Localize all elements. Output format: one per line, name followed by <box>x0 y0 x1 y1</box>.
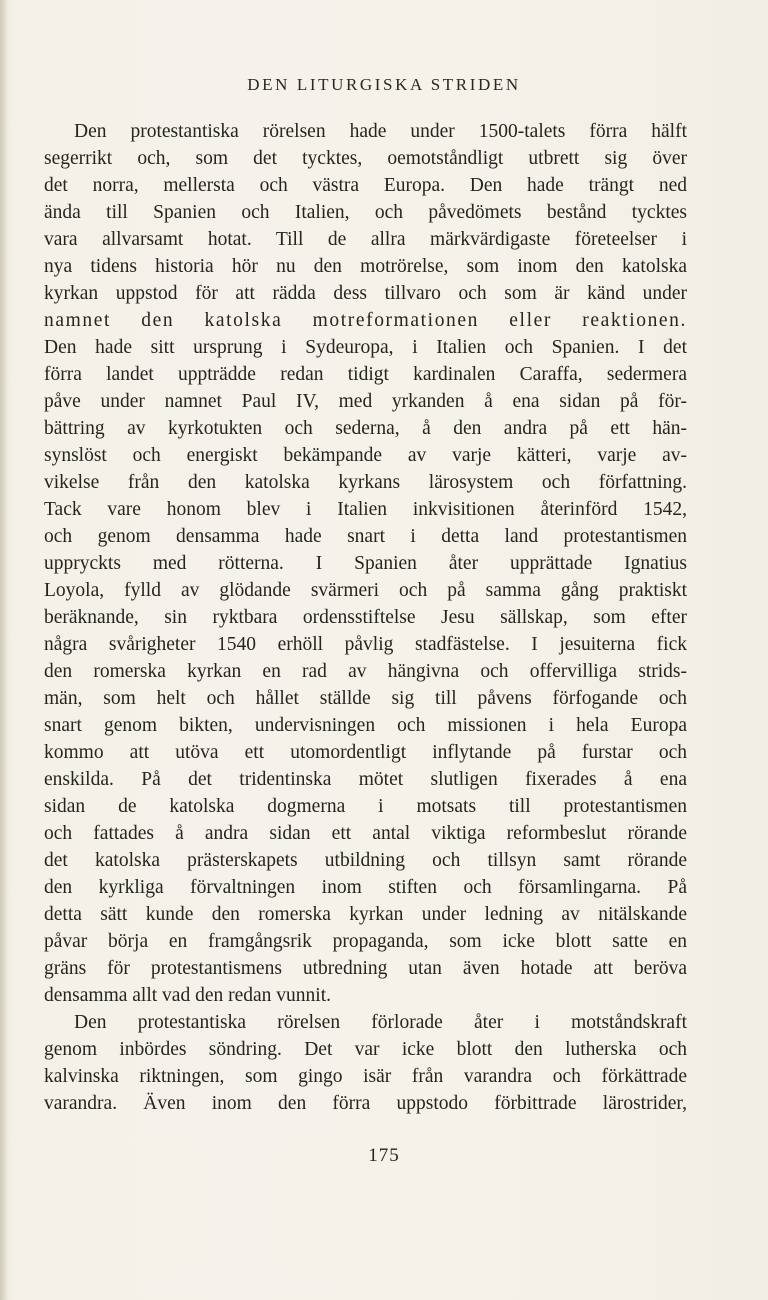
text-line: bättring av kyrkotukten och sederna, å den andra på ett hän- <box>44 418 687 439</box>
text-line: uppryckts med rötterna. I Spanien åter upprättade Ignatius <box>44 553 687 574</box>
text-line: och genom densamma hade snart i detta land protestantismen <box>44 526 687 547</box>
text-line: gräns för protestantismens utbredning utan även hotade att beröva <box>44 958 687 979</box>
text-line: och fattades å andra sidan ett antal viktiga reformbeslut rörande <box>44 823 687 844</box>
text-line: genom inbördes söndring. Det var icke blott den lutherska och <box>44 1039 687 1060</box>
text-line: beräknande, sin ryktbara ordensstiftelse Jesu sällskap, som efter <box>44 607 687 628</box>
text-line: ända till Spanien och Italien, och påvedömets bestånd tycktes <box>44 202 687 223</box>
text-line: nya tidens historia hör nu den motrörelse, som inom den katolska <box>44 256 687 277</box>
text-line: kyrkan uppstod för att rädda dess tillvaro och som är känd under <box>44 283 687 304</box>
text-line: det norra, mellersta och västra Europa. Den hade trängt ned <box>44 175 687 196</box>
text-line: Den hade sitt ursprung i Sydeuropa, i Italien och Spanien. I det <box>44 337 687 358</box>
text-line: Den protestantiska rörelsen hade under 1500-talets förra hälft <box>74 121 687 142</box>
text-line: det katolska prästerskapets utbildning och tillsyn samt rörande <box>44 850 687 871</box>
text-line: detta sätt kunde den romerska kyrkan under ledning av nitälskande <box>44 904 687 925</box>
text-line: segerrikt och, som det tycktes, oemotståndligt utbrett sig över <box>44 148 687 169</box>
running-head: DEN LITURGISKA STRIDEN <box>247 75 521 94</box>
text-line: densamma allt vad den redan vunnit. <box>44 985 331 1006</box>
paragraph-1 <box>44 118 687 1009</box>
text-line: vikelse från den katolska kyrkans lärosystem och författning. <box>44 472 687 493</box>
text-line: den romerska kyrkan en rad av hängivna och offervilliga strids- <box>44 661 687 682</box>
page-number: 175 <box>368 1145 400 1166</box>
page-gutter-shadow <box>0 0 8 1300</box>
text-line: snart genom bikten, undervisningen och missionen i hela Europa <box>44 715 687 736</box>
text-line: några svårigheter 1540 erhöll påvlig stadfästelse. I jesuiterna fick <box>44 634 687 655</box>
text-line: Tack vare honom blev i Italien inkvisitionen återinförd 1542, <box>44 499 687 520</box>
text-line: påve under namnet Paul IV, med yrkanden å ena sidan på för- <box>44 391 687 412</box>
text-line: synslöst och energiskt bekämpande av varje kätteri, varje av- <box>44 445 687 466</box>
text-line: enskilda. På det tridentinska mötet slutligen fixerades å ena <box>44 769 687 790</box>
text-line: vara allvarsamt hotat. Till de allra märkvärdigaste företeelser i <box>44 229 687 250</box>
text-line: påvar börja en framgångsrik propaganda, som icke blott satte en <box>44 931 687 952</box>
text-line: sidan de katolska dogmerna i motsats till protestantismen <box>44 796 687 817</box>
text-line: kommo att utöva ett utomordentligt inflytande på furstar och <box>44 742 687 763</box>
text-line: kalvinska riktningen, som gingo isär från varandra och förkättrade <box>44 1066 687 1087</box>
text-line: den kyrkliga förvaltningen inom stiften och församlingarna. På <box>44 877 687 898</box>
paragraph-2 <box>44 1009 687 1117</box>
text-line: män, som helt och hållet ställde sig till påvens förfogande och <box>44 688 687 709</box>
text-line: Den protestantiska rörelsen förlorade åter i motståndskraft <box>74 1012 687 1033</box>
text-line: Loyola, fylld av glödande svärmeri och på samma gång praktiskt <box>44 580 687 601</box>
text-line: namnet den katolska motreformationen eller reaktionen. <box>44 310 687 331</box>
text-line: förra landet uppträdde redan tidigt kardinalen Caraffa, sedermera <box>44 364 687 385</box>
body-text <box>44 118 687 1117</box>
text-line: varandra. Även inom den förra uppstodo förbittrade lärostrider, <box>44 1093 687 1114</box>
